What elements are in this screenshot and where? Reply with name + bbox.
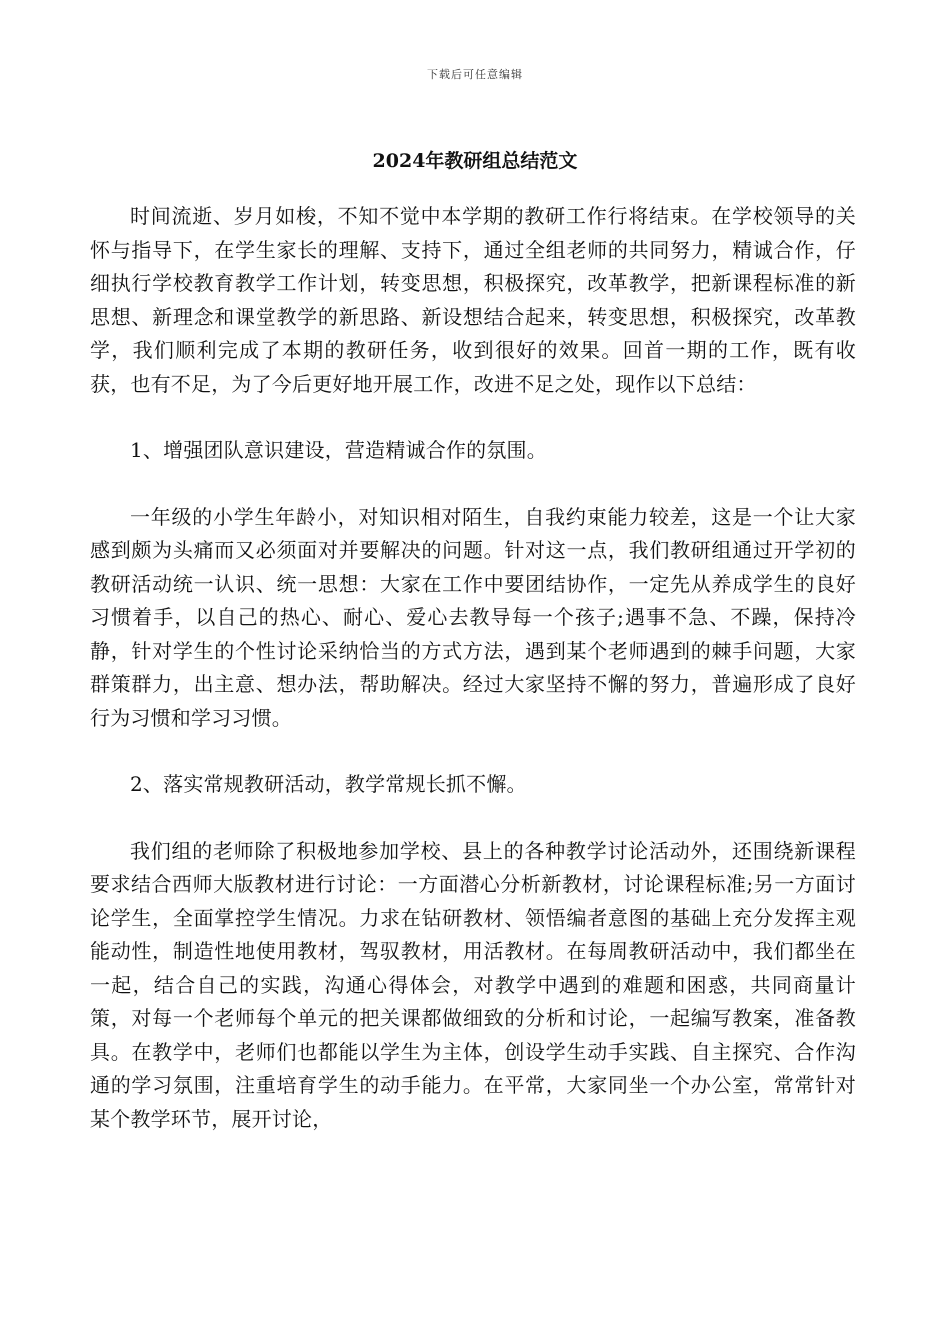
- section-heading-1: 1、增强团队意识建设，营造精诚合作的氛围。: [130, 438, 547, 462]
- section-heading-2: 2、落实常规教研活动，教学常规长抓不懈。: [130, 772, 527, 796]
- section-1-paragraph: 一年级的小学生年龄小，对知识相对陌生，自我约束能力较差，这是一个让大家感到颇为头痛而又必须面对并要解决的问题。针对这一点，我们教研组通过开学初的教研活动统一认识、统一思想：大家在工作中要团结协作，一定先从养成学生的良好习惯着手，以自己的热心、耐心、爱心去教导每一个孩子;遇事不急、不躁，保持冷静，针对学生的个性讨论采纳恰当的方式方法，遇到某个老师遇到的棘手问题，大家群策群力，出主意、想办法，帮助解决。经过大家坚持不懈的努力，普遍形成了良好行为习惯和学习习惯。: [90, 504, 856, 730]
- intro-paragraph: 时间流逝、岁月如梭，不知不觉中本学期的教研工作行将结束。在学校领导的关怀与指导下，在学生家长的理解、支持下，通过全组老师的共同努力，精诚合作，仔细执行学校教育教学工作计划，转变思想，积极探究，改革教学，把新课程标准的新思想、新理念和课堂教学的新思路、新设想结合起来，转变思想，积极探究，改革教学，我们顺利完成了本期的教研任务，收到很好的效果。回首一期的工作，既有收获，也有不足，为了今后更好地开展工作，改进不足之处，现作以下总结：: [90, 204, 856, 396]
- section-2-paragraph: 我们组的老师除了积极地参加学校、县上的各种教学讨论活动外，还围绕新课程要求结合西师大版教材进行讨论：一方面潜心分析新教材，讨论课程标准;另一方面讨论学生，全面掌控学生情况。力求在钻研教材、领悟编者意图的基础上充分发挥主观能动性，制造性地使用教材，驾驭教材，用活教材。在每周教研活动中，我们都坐在一起，结合自己的实践，沟通心得体会，对教学中遇到的难题和困惑，共同商量计策，对每一个老师每个单元的把关课都做细致的分析和讨论，一起编写教案，准备教具。在教学中，老师们也都能以学生为主体，创设学生动手实践、自主探究、合作沟通的学习氛围，注重培育学生的动手能力。在平常，大家同坐一个办公室，常常针对某个教学环节，展开讨论，: [90, 838, 856, 1131]
- document-body: [90, 200, 856, 1136]
- document-title: 2024年教研组总结范文: [372, 150, 578, 172]
- header-note: 下载后可任意编辑: [427, 68, 523, 81]
